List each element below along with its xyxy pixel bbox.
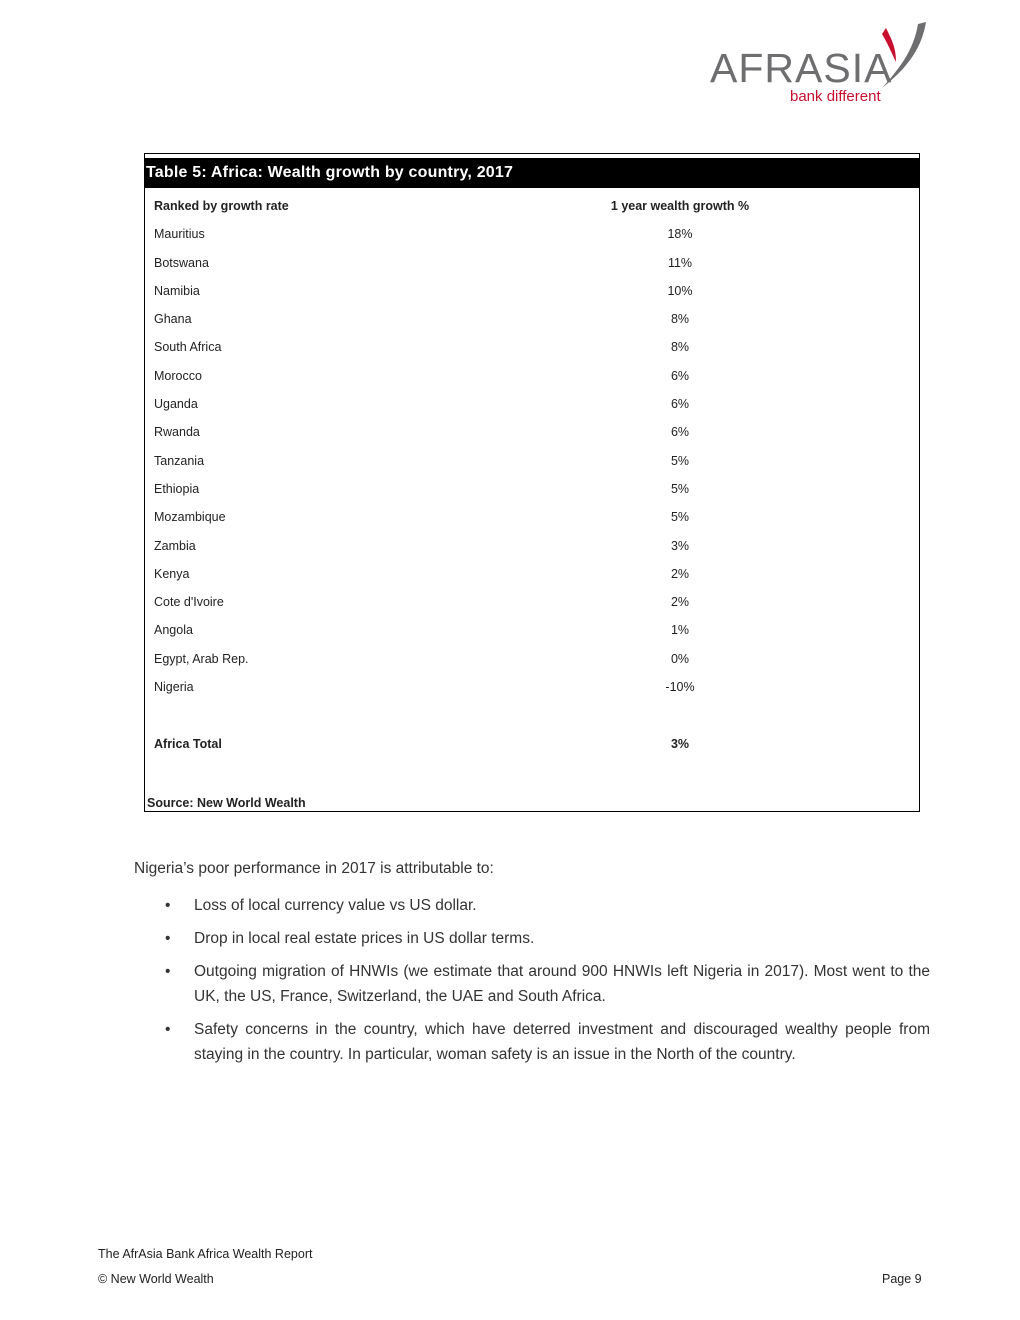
country-cell: Morocco — [154, 368, 202, 383]
table-row: Mauritius 18% — [145, 220, 919, 248]
country-cell: Cote d'Ivoire — [154, 595, 224, 610]
country-cell: Egypt, Arab Rep. — [154, 651, 249, 666]
country-cell: Mozambique — [154, 510, 226, 525]
table-row: Uganda 6% — [145, 390, 919, 418]
country-cell: Uganda — [154, 397, 198, 412]
table-title — [145, 158, 919, 188]
table-row: Egypt, Arab Rep. 0% — [145, 645, 919, 673]
table-row: Ethiopia 5% — [145, 475, 919, 503]
table-header-row: Ranked by growth rate 1 year wealth growth % — [145, 192, 919, 220]
table-row: Nigeria -10% — [145, 673, 919, 701]
footer-copyright: © New World Wealth — [98, 1272, 214, 1286]
country-cell: Rwanda — [154, 425, 200, 440]
country-cell: Botswana — [154, 255, 209, 270]
bullet-item — [160, 959, 930, 1009]
bullet-text: Drop in local real estate prices in US dollar terms. — [194, 930, 535, 947]
bullet-item — [160, 893, 930, 918]
table-row: Cote d'Ivoire 2% — [145, 588, 919, 616]
country-cell: Tanzania — [154, 453, 205, 468]
table-title-text: Table 5: Africa: Wealth growth by country, 2017 — [146, 164, 514, 181]
country-cell: Mauritius — [154, 227, 205, 242]
table-row: Botswana 11% — [145, 249, 919, 277]
footer-report-name: The AfrAsia Bank Africa Wealth Report — [98, 1247, 313, 1261]
bullet-list — [160, 893, 930, 1075]
table-row: Tanzania 5% — [145, 447, 919, 475]
country-cell: Zambia — [154, 538, 196, 553]
bullet-text: Outgoing migration of HNWIs (we estimate that around 900 HNWIs left Nigeria in 2017). Most went to the UK, the US, France, Switzerland, the UAE and South Africa. — [194, 963, 930, 1005]
table-source: Source: New World Wealth — [147, 796, 306, 810]
country-cell: Kenya — [154, 566, 190, 581]
country-cell: South Africa — [154, 340, 222, 355]
country-cell: Namibia — [154, 283, 200, 298]
table-row: Morocco 6% — [145, 362, 919, 390]
country-cell: Angola — [154, 623, 193, 638]
afrasia-logo — [706, 18, 936, 110]
country-cell: Ghana — [154, 312, 192, 327]
bullet-icon: • — [165, 897, 171, 914]
table-row: Namibia 10% — [145, 277, 919, 305]
table-row: Kenya 2% — [145, 560, 919, 588]
bullet-text: Safety concerns in the country, which have deterred investment and discouraged wealthy people from staying in the country. In particular, woman safety is an issue in the North of the country. — [194, 1021, 930, 1063]
table-row: Mozambique 5% — [145, 503, 919, 531]
bullet-icon: • — [165, 1021, 171, 1038]
table-row: South Africa 8% — [145, 333, 919, 361]
table-row: Angola 1% — [145, 616, 919, 644]
table-rows — [145, 192, 919, 701]
table-body — [145, 220, 919, 701]
table-total-row: Africa Total 3% — [145, 730, 919, 758]
bullet-icon: • — [165, 930, 171, 947]
table-row: Ghana 8% — [145, 305, 919, 333]
page-number: Page 9 — [882, 1272, 922, 1286]
total-label: Africa Total — [154, 737, 222, 751]
logo-wordmark: AFRASIA — [710, 45, 893, 91]
country-cell: Nigeria — [154, 680, 194, 695]
logo-tagline: bank different — [790, 88, 881, 105]
wealth-growth-table — [144, 153, 920, 812]
bullet-icon: • — [165, 963, 171, 980]
column-header-country: Ranked by growth rate — [154, 199, 289, 213]
bullet-item — [160, 926, 930, 951]
table-row: Rwanda 6% — [145, 418, 919, 446]
intro-paragraph: Nigeria’s poor performance in 2017 is attributable to: — [134, 860, 494, 877]
bullet-item — [160, 1017, 930, 1067]
bullet-text: Loss of local currency value vs US dollar. — [194, 897, 477, 914]
table-row: Zambia 3% — [145, 532, 919, 560]
logo-swoosh-icon — [874, 18, 934, 88]
country-cell: Ethiopia — [154, 481, 200, 496]
